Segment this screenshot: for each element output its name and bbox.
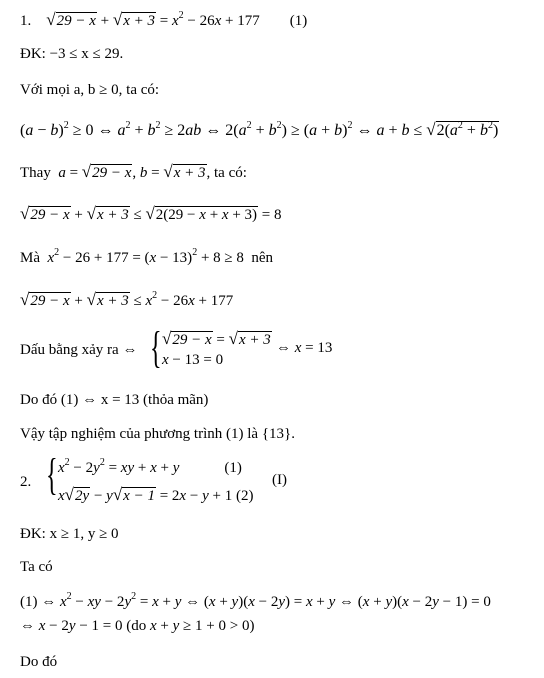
text-nen: nên xyxy=(251,250,274,266)
square-completion: Mà $x^2 - 26 + 177 = (x - 13)^2 + 8 \ge 8$ nên xyxy=(20,247,274,266)
system-2-eq1: $x^2 - 2y^2$ = xy + x + y (1) xyxy=(58,457,242,476)
equality-result: ⇔ x = 13 xyxy=(276,340,333,356)
brace: { xyxy=(150,323,162,372)
factorization: (1) ⇔ $x^2$ − xy − $2y^2 = x + y$ ⇔ (x + y)(x − 2y) = x + y ⇔ (x + y)(x − 2y − 1) = 0 xyxy=(20,591,491,610)
conclusion-1: Do đó (1) ⇔ x = 13 (thỏa mãn) xyxy=(20,392,209,408)
problem-number-2: 2. xyxy=(20,474,32,490)
system-label: (I) xyxy=(272,472,287,488)
comparison: $√29 - x + √x + 3 \le x^2 - 26x + 177$ xyxy=(20,290,234,309)
system-1-eq2: x − 13 = 0 xyxy=(162,352,224,368)
equality-condition-label: Dấu bằng xảy ra ⇔ xyxy=(20,342,138,358)
condition-2: ĐK: x ≥ 1, y ≥ 0 xyxy=(20,526,119,542)
reduced-equation: ⇔ x − 2y − 1 = 0 (do x + y ≥ 1 + 0 > 0) xyxy=(20,618,255,634)
system-1-eq1: √29 − x = √x + 3 xyxy=(162,329,271,348)
substitution-line: Thay a = √29 − x, b = √x + 3, ta có: xyxy=(20,162,247,181)
brace: { xyxy=(46,450,58,499)
solution-set: Vậy tập nghiệm của phương trình (1) là {13}. xyxy=(20,426,295,442)
sqrt-x-plus-3: √x + 3 xyxy=(112,10,155,29)
inequality-chain: $(a - b)^2 \ge 0$ ⇔ $a^2 + b^2 \ge 2ab$ ⇔ $2(a^2 + b^2) \ge (a + b)^2$ ⇔ $a + b \le √2(a^2 + b^2)$ xyxy=(20,120,499,139)
system-2-eq2: x√2y − y√x − 1 = 2x − y + 1 (2) xyxy=(58,485,254,504)
problem-number-1: 1. xyxy=(20,13,47,29)
text-thay: Thay xyxy=(20,165,51,181)
text-ta-co-2: Ta có xyxy=(20,559,53,575)
text-ta-co: , ta có: xyxy=(206,165,247,181)
sqrt-29-minus-x: √29 − x xyxy=(46,10,96,29)
sum-bound: √29 − x + √x + 3 ≤ √2(29 − x + x + 3) = 8 xyxy=(20,204,282,223)
text-do-do: Do đó xyxy=(20,654,58,670)
text-with-all-ab: Với mọi a, b ≥ 0, ta có: xyxy=(20,82,160,98)
condition-1: ĐK: −3 ≤ x ≤ 29. xyxy=(20,46,124,62)
equation-1: 1. $√29 - x + √x + 3 = x^2 - 26x + 177$ (1) xyxy=(20,10,308,29)
text-ma: Mà xyxy=(20,250,40,266)
